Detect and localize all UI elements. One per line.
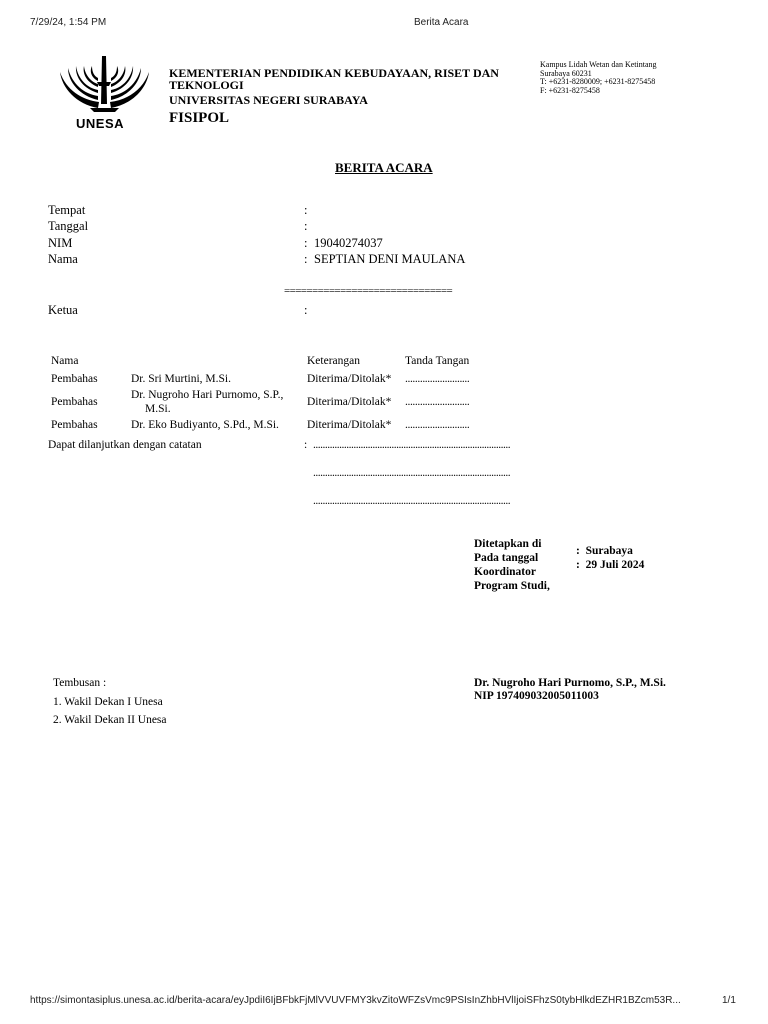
tembusan-item: 2. Wakil Dekan II Unesa	[53, 714, 167, 726]
address-phone: T: +6231-8280009; +6231-8275458	[540, 77, 656, 86]
row-status: Diterima/Ditolak*	[307, 396, 392, 408]
row-role: Pembahas	[51, 396, 98, 408]
ketua-label: Ketua	[48, 303, 78, 317]
field-colon-nim: :	[304, 236, 308, 250]
address-line2: Surabaya 60231	[540, 68, 592, 78]
notes-label: Dapat dilanjutkan dengan catatan	[48, 439, 202, 451]
logo-text: UNESA	[76, 116, 125, 131]
field-label-tempat: Tempat	[48, 203, 86, 217]
table-header-keterangan: Keterangan	[307, 355, 360, 367]
university-name: UNIVERSITAS NEGERI SURABAYA	[169, 93, 368, 107]
field-label-nim: NIM	[48, 236, 73, 250]
row-examiner-name: Dr. Nugroho Hari Purnomo, S.P.,	[131, 389, 284, 401]
faculty-name: FISIPOL	[169, 110, 230, 126]
field-colon-nama: :	[304, 252, 308, 266]
row-signature-line: ..........................	[405, 419, 470, 431]
field-label-nama: Nama	[48, 252, 78, 266]
signer-name: Dr. Nugroho Hari Purnomo, S.P., M.Si.	[474, 677, 666, 689]
field-label-tanggal: Tanggal	[48, 219, 89, 233]
ketua-colon: :	[304, 303, 308, 317]
notes-colon: :	[304, 439, 308, 451]
address-fax: F: +6231-8275458	[540, 85, 600, 95]
approval-place: : Surabaya	[576, 545, 633, 557]
row-examiner-name: Dr. Eko Budiyanto, S.Pd., M.Si.	[131, 419, 279, 431]
notes-line1: ...................................................................................	[313, 439, 511, 451]
print-timestamp: 7/29/24, 1:54 PM	[30, 17, 107, 28]
row-signature-line: ..........................	[405, 373, 470, 385]
row-examiner-name: Dr. Sri Murtini, M.Si.	[131, 373, 232, 385]
ministry-line1: KEMENTERIAN PENDIDIKAN KEBUDAYAAN, RISET DAN	[169, 66, 499, 80]
tembusan-item: 1. Wakil Dekan I Unesa	[53, 696, 163, 708]
print-url: https://simontasiplus.unesa.ac.id/berita-acara/eyJpdiI6IjBFbkFjMlVVUVFMY3kvZitoWFZsVmc9PSIsInZhbHVlIjoiSFhzS0tybHlkdEZHR1BZcm53R...	[30, 995, 681, 1006]
table-header-tanda-tangan: Tanda Tangan	[405, 355, 470, 367]
program-studi-label: Program Studi,	[474, 580, 550, 592]
row-status: Diterima/Ditolak*	[307, 373, 392, 385]
koordinator-label: Koordinator	[474, 566, 536, 578]
pada-tanggal-label: Pada tanggal	[474, 552, 539, 564]
field-value-nama: SEPTIAN DENI MAULANA	[314, 252, 466, 266]
document-title: BERITA ACARA	[335, 160, 433, 175]
row-role: Pembahas	[51, 419, 98, 431]
print-page-title: Berita Acara	[414, 17, 469, 28]
print-page-count: 1/1	[722, 995, 736, 1006]
row-role: Pembahas	[51, 373, 98, 385]
row-signature-line: ..........................	[405, 396, 470, 408]
address-line1: Kampus Lidah Wetan dan Ketintang	[540, 60, 657, 69]
tembusan-label: Tembusan :	[53, 677, 107, 689]
field-value-nim: 19040274037	[314, 236, 383, 250]
table-header-nama: Nama	[51, 355, 79, 367]
separator-line: ==============================	[284, 285, 453, 297]
signer-nip: NIP 197409032005011003	[474, 690, 599, 702]
notes-line3: ...................................................................................	[313, 495, 511, 507]
notes-line2: ...................................................................................	[313, 467, 511, 479]
unesa-logo	[52, 52, 157, 132]
ditetapkan-label: Ditetapkan di	[474, 538, 542, 550]
row-examiner-name-line2: M.Si.	[145, 403, 171, 415]
ministry-line2: TEKNOLOGI	[169, 78, 244, 92]
field-colon-tanggal: :	[304, 219, 308, 233]
row-status: Diterima/Ditolak*	[307, 419, 392, 431]
approval-date: : 29 Juli 2024	[576, 559, 645, 571]
field-colon-tempat: :	[304, 203, 308, 217]
